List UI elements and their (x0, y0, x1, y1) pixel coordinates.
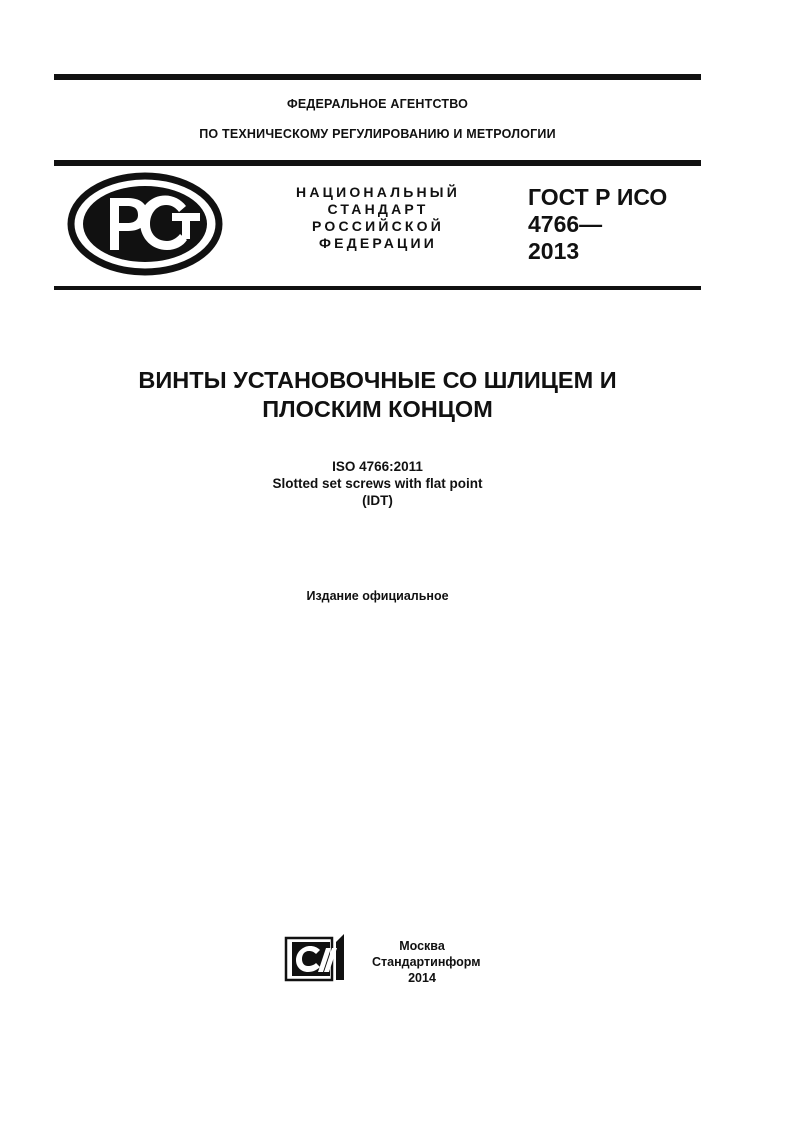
standard-code-line: ГОСТ Р ИСО (528, 184, 668, 210)
gost-rst-logo-icon (66, 172, 224, 276)
edition-label: Издание официальное (306, 589, 449, 603)
standard-code-line: 4766— (528, 211, 603, 237)
title-line: ВИНТЫ УСТАНОВОЧНЫЕ СО ШЛИЦЕМ И (138, 367, 617, 393)
standard-code-line: 2013 (528, 238, 580, 264)
iso-degree: (IDT) (362, 493, 393, 508)
agency-line-1: ФЕДЕРАЛЬНОЕ АГЕНТСТВО (286, 97, 469, 111)
document-title (54, 366, 701, 424)
iso-number: ISO 4766:2011 (332, 459, 423, 474)
middle-rule (54, 160, 701, 166)
publisher-block (372, 938, 481, 986)
national-line: СТАНДАРТ (327, 201, 429, 217)
national-line: РОССИЙСКОЙ (312, 218, 444, 234)
publisher-year: 2014 (408, 971, 436, 985)
top-rule (54, 74, 701, 80)
national-line: НАЦИОНАЛЬНЫЙ (296, 184, 460, 200)
standard-code (528, 184, 667, 265)
iso-reference (54, 458, 701, 509)
title-line: ПЛОСКИМ КОНЦОМ (262, 396, 493, 422)
bottom-rule (54, 286, 701, 290)
national-standard-label (266, 184, 490, 252)
publisher-city: Москва (399, 939, 445, 953)
standartinform-logo-icon (284, 932, 350, 984)
iso-english-title: Slotted set screws with flat point (272, 476, 483, 491)
publisher-name: Стандартинформ (372, 955, 481, 969)
national-line: ФЕДЕРАЦИИ (319, 235, 437, 251)
agency-line-2: ПО ТЕХНИЧЕСКОМУ РЕГУЛИРОВАНИЮ И МЕТРОЛОГИИ (199, 127, 556, 141)
